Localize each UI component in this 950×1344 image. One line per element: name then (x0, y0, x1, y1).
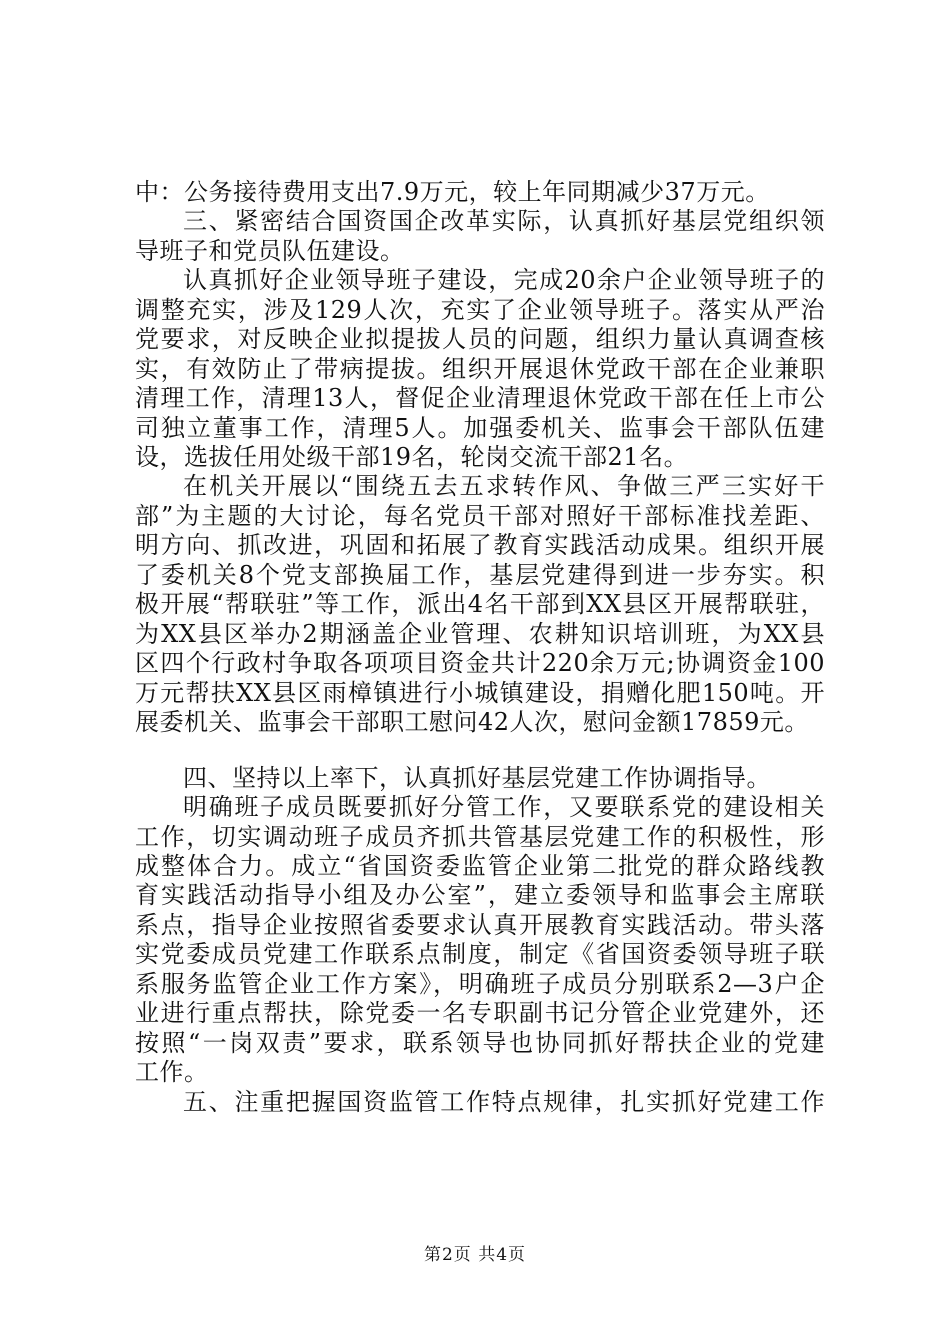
text-line: 极开展“帮联驻”等工作，派出4名干部到XX县区开展帮联驻， (135, 590, 825, 618)
text-line: 育实践活动指导小组及办公室”，建立委领导和监事会主席联 (135, 881, 825, 909)
section-heading-3: 三、紧密结合国资国企改革实际，认真抓好基层党组织领 (183, 207, 825, 235)
text-line: 系服务监管企业工作方案》，明确班子成员分别联系2—3户企 (135, 970, 825, 998)
text-line: 调整充实，涉及129人次，充实了企业领导班子。落实从严治 (135, 296, 825, 324)
text-line: 业进行重点帮扶，除党委一名专职副书记分管企业党建外，还 (135, 999, 825, 1027)
text-line: 成整体合力。成立“省国资委监管企业第二批党的群众路线教 (135, 852, 825, 880)
text-line: 万元帮扶XX县区雨樟镇进行小城镇建设，捐赠化肥150吨。开 (135, 679, 825, 707)
text-line: 实，有效防止了带病提拔。组织开展退休党政干部在企业兼职 (135, 355, 825, 383)
text-line: 系点，指导企业按照省委要求认真开展教育实践活动。带头落 (135, 911, 825, 939)
section-heading-4: 四、坚持以上率下，认真抓好基层党建工作协调指导。 (183, 764, 771, 792)
section-heading-3-cont: 导班子和党员队伍建设。 (135, 237, 405, 265)
text-line: 工作。 (135, 1058, 209, 1086)
text-line: 按照“一岗双责”要求，联系领导也协同抓好帮扶企业的党建 (135, 1029, 825, 1057)
text-line: 设，选拔任用处级干部19名，轮岗交流干部21名。 (135, 443, 689, 471)
text-line: 展委机关、监事会干部职工慰问42人次，慰问金额17859元。 (135, 708, 809, 736)
text-line: 实党委成员党建工作联系点制度，制定《省国资委领导班子联 (135, 940, 825, 968)
text-line: 为XX县区举办2期涵盖企业管理、农耕知识培训班，为XX县 (135, 620, 825, 648)
text-line: 部”为主题的大讨论，每名党员干部对照好干部标准找差距、 (135, 502, 825, 530)
text-line: 党要求，对反映企业拟提拔人员的问题，组织力量认真调查核 (135, 325, 825, 353)
text-line: 清理工作，清理13人，督促企业清理退休党政干部在任上市公 (135, 384, 825, 412)
text-line: 司独立董事工作，清理5人。加强委机关、监事会干部队伍建 (135, 414, 825, 442)
text-line: 在机关开展以“围绕五去五求转作风、争做三严三实好干 (183, 472, 825, 500)
text-line: 工作，切实调动班子成员齐抓共管基层党建工作的积极性，形 (135, 823, 825, 851)
text-line: 了委机关8个党支部换届工作，基层党建得到进一步夯实。积 (135, 561, 825, 589)
text-line: 中：公务接待费用支出7.9万元，较上年同期减少37万元。 (135, 178, 770, 206)
text-line: 认真抓好企业领导班子建设，完成20余户企业领导班子的 (183, 266, 825, 294)
text-line: 明确班子成员既要抓好分管工作，又要联系党的建设相关 (183, 793, 825, 821)
text-line: 明方向、抓改进，巩固和拓展了教育实践活动成果。组织开展 (135, 531, 825, 559)
section-heading-5: 五、注重把握国资监管工作特点规律，扎实抓好党建工作 (183, 1088, 825, 1116)
page-footer: 第2页 共4页 (423, 1245, 527, 1265)
text-line: 区四个行政村争取各项项目资金共计220余万元;协调资金100 (135, 649, 825, 677)
